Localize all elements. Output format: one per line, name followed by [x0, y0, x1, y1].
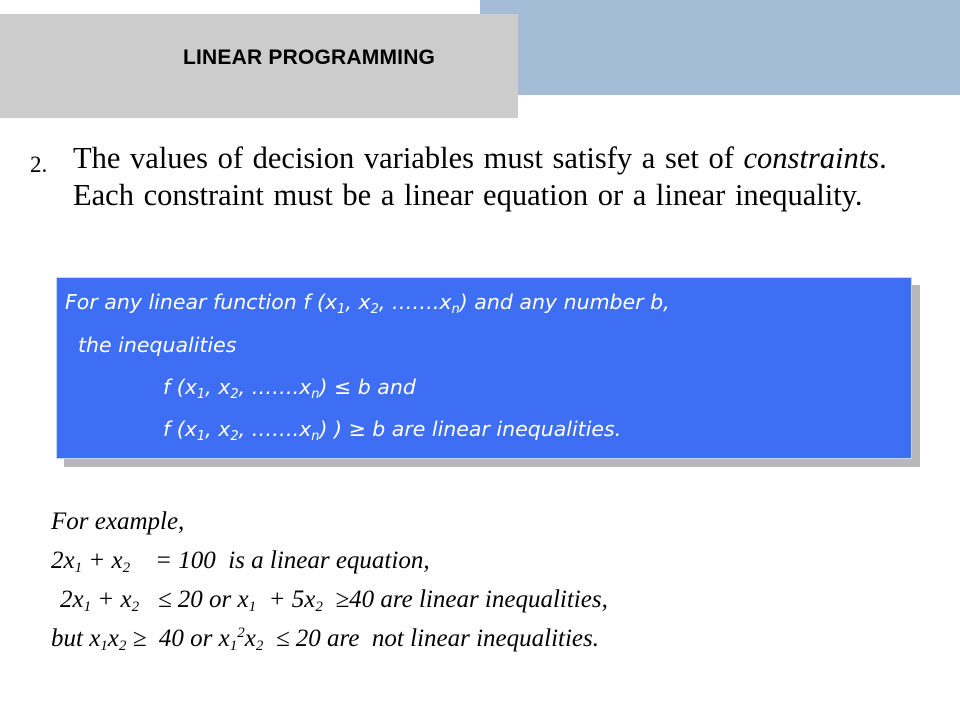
definition-line-1: For any linear function f ($x_1$, $x_2$, $\dots\dots.x_n$) and any number b,	[65, 290, 670, 317]
header-accent-blue	[480, 0, 960, 95]
point-text-italic: constraints	[743, 141, 880, 175]
example-line-3: but $x_1x_2 \ge 40$ or $x_1^2x_2 \le 20$ are not linear inequalities.	[51, 625, 599, 654]
example-intro: For example,	[51, 508, 185, 535]
definition-box	[56, 277, 912, 459]
definition-line-3: f ($x_1$, $x_2$, $\dots\dots.x_n) \le b$ and	[163, 375, 416, 402]
point-number: 2.	[30, 152, 48, 177]
definition-line-4: f ($x_1$, $x_2$, $\dots\dots.x_n$) ) ≥ b are linear inequalities.	[163, 417, 622, 444]
example-line-2: $2x_1 + x_2 \le 20$ or $x_1 + 5x_2 \ge 40$ are linear inequalities,	[60, 586, 608, 615]
point-text-part1: The values of decision variables must satisfy a set of	[73, 141, 734, 175]
point-text-part2: . Each constraint must be a linear equation or a linear inequality.	[73, 141, 887, 212]
definition-line-2: the inequalities	[78, 333, 237, 357]
slide-title: LINEAR PROGRAMMING	[183, 46, 436, 69]
point-text	[73, 140, 933, 214]
example-line-1: $2x_1 + x_2$ = 100 is a linear equation,	[51, 547, 430, 576]
